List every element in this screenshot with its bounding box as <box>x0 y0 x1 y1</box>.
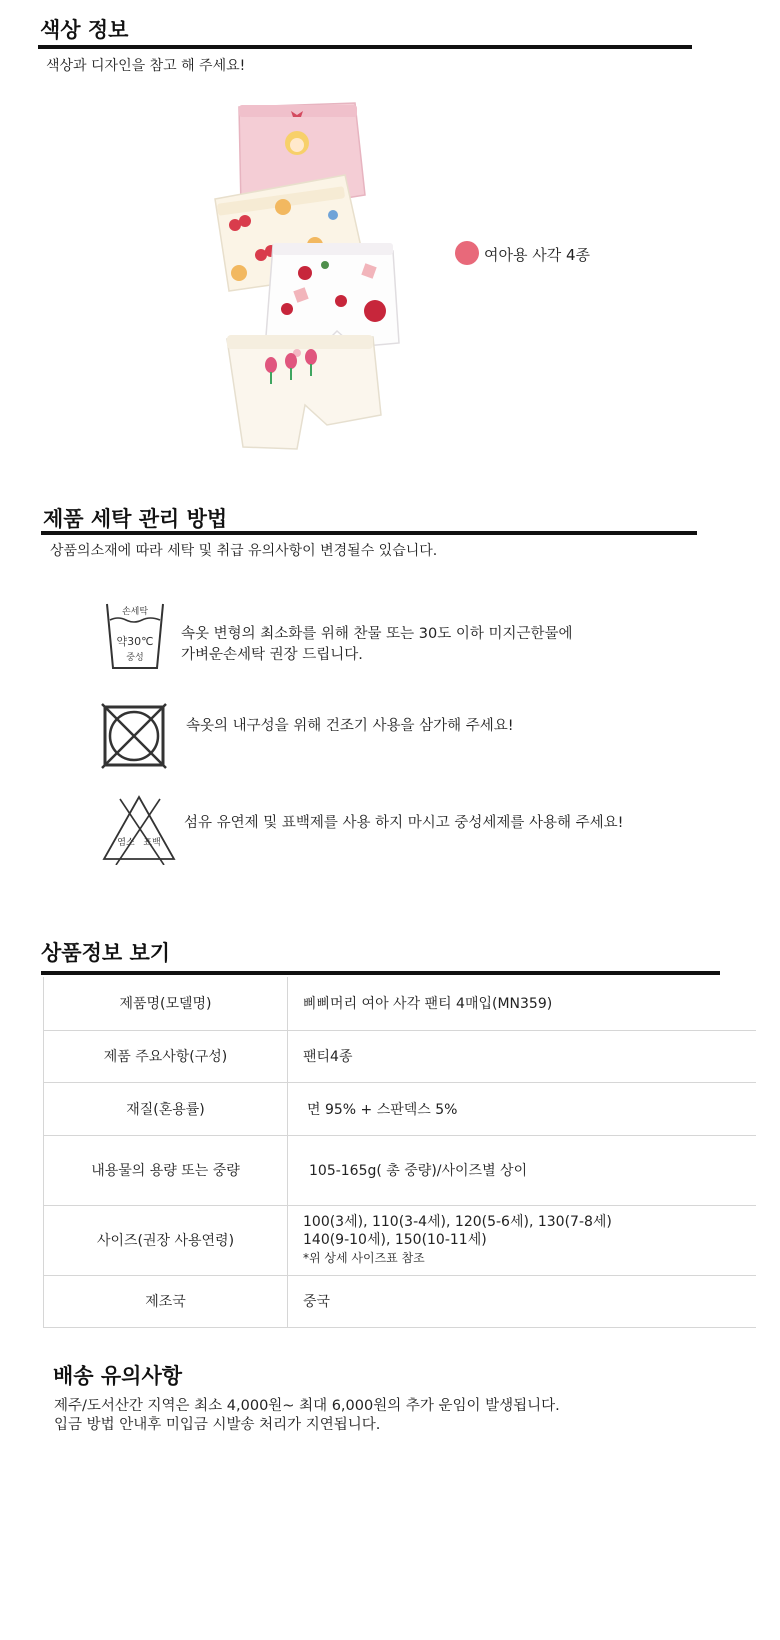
care-item-1-text <box>181 624 573 666</box>
color-swatch <box>455 241 479 265</box>
care-item-3-text: 섬유 유연제 및 표백제를 사용 하지 마시고 중성세제를 사용해 주세요! <box>184 815 624 831</box>
shipping-line-2: 입금 방법 안내후 미입금 시발송 처리가 지연됩니다. <box>54 1417 381 1433</box>
color-info-subtitle: 색상과 디자인을 참고 해 주세요! <box>46 58 246 74</box>
size-note: *위 상세 사이즈표 참조 <box>303 1251 425 1265</box>
product-image <box>205 95 495 460</box>
hand-wash-top-text: 손세탁 <box>121 607 149 617</box>
section-divider <box>41 531 697 535</box>
care-item-1-line1: 속옷 변형의 최소화를 위해 찬물 또는 30도 이하 미지근한물에 <box>181 626 573 642</box>
no-chlorine-bleach-icon <box>100 793 178 865</box>
table-row <box>44 977 757 1030</box>
table-row <box>44 1205 757 1275</box>
hand-wash-bottom-text: 중성 <box>126 653 144 663</box>
size-line-1: 100(3세), 110(3-4세), 120(5-6세), 130(7-8세) <box>303 1214 612 1230</box>
care-title: 제품 세탁 관리 방법 <box>43 507 228 531</box>
bleach-left-text: 염소 <box>117 838 135 848</box>
bleach-right-text: 표백 <box>143 838 161 848</box>
row-value: 105-165g( 총 중량)/사이즈별 상이 <box>288 1135 757 1205</box>
color-swatch-label: 여아용 사각 4종 <box>484 246 591 264</box>
white-cherry-panty-illustration <box>265 243 399 351</box>
row-value: 중국 <box>288 1275 757 1327</box>
shipping-line-1: 제주/도서산간 지역은 최소 4,000원~ 최대 6,000원의 추가 운임이 발생됩니다. <box>54 1398 560 1414</box>
section-divider <box>41 971 720 975</box>
care-item-2-text: 속옷의 내구성을 위해 건조기 사용을 삼가해 주세요! <box>186 718 514 734</box>
row-label: 내용물의 용량 또는 중량 <box>44 1135 288 1205</box>
care-subtitle: 상품의소재에 따라 세탁 및 취급 유의사항이 변경될수 있습니다. <box>50 543 438 559</box>
care-item-1-line2: 가벼운손세탁 권장 드립니다. <box>181 647 363 663</box>
row-label: 제품명(모델명) <box>44 977 288 1030</box>
tulip-panty-illustration <box>227 335 381 449</box>
size-line-2: 140(9-10세), 150(10-11세) <box>303 1232 487 1248</box>
row-label: 제조국 <box>44 1275 288 1327</box>
row-label: 재질(혼용률) <box>44 1082 288 1135</box>
table-row <box>44 1135 757 1205</box>
hand-wash-temp-text: 약30℃ <box>116 635 154 648</box>
shipping-notice <box>54 1397 560 1435</box>
section-divider <box>38 45 692 49</box>
row-value <box>288 1205 757 1275</box>
table-row <box>44 1030 757 1082</box>
row-label: 제품 주요사항(구성) <box>44 1030 288 1082</box>
row-label: 사이즈(권장 사용연령) <box>44 1205 288 1275</box>
row-value: 삐삐머리 여아 사각 팬티 4매입(MN359) <box>288 977 757 1030</box>
shipping-title: 배송 유의사항 <box>53 1364 183 1388</box>
table-row <box>44 1275 757 1327</box>
no-tumble-dry-icon <box>100 702 168 770</box>
color-info-title: 색상 정보 <box>40 18 129 42</box>
hand-wash-icon <box>104 600 166 672</box>
table-row <box>44 1082 757 1135</box>
row-value: 면 95% + 스판덱스 5% <box>288 1082 757 1135</box>
product-info-title: 상품정보 보기 <box>41 941 171 965</box>
product-info-table <box>43 977 756 1328</box>
row-value: 팬티4종 <box>288 1030 757 1082</box>
